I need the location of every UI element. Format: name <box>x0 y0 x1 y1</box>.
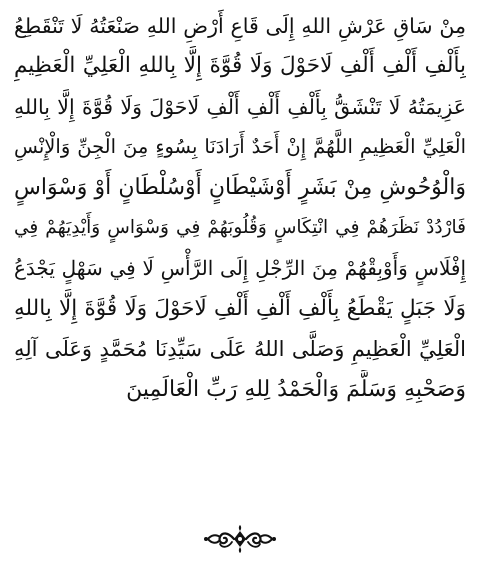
text-line-4: الْعَلِيِّ الْعَظِيمِ اللَّهُمَّ إِنْ أَحَدٌ أَرَادَنَا بِسُوءٍ مِنَ الْجِنِّ وَالْإِنْسِ <box>14 135 466 159</box>
text-line-10: وَصَحْبِهِ وَسَلَّمَ وَالْحَمْدُ لِلهِ رَبِّ الْعَالَمِينَ <box>126 376 466 402</box>
text-line-6: فَارْدُدْ نَظَرَهُمْ فِي انْتِكَاسٍ وَقُلُوبَهُمْ فِي وَسْوَاسٍ وَأَيْدِيَهُمْ فِي <box>14 216 466 238</box>
prayer-text <box>14 6 466 410</box>
text-line-1: مِنْ سَاقِ عَرْشِ اللهِ إِلَى قَاعِ أَرْضِ اللهِ صَنْعَتُهُ لَا تَنْقَطِعُ <box>14 14 466 38</box>
text-line-7: إِفْلَاسٍ وَأَوْبِقْهُمْ مِنَ الرِّجْلِ إِلَى الرَّأْسِ لَا فِي سَهْلٍ يَجْدَعُ <box>14 256 466 281</box>
text-line-3: عَزِيمَتُهُ لَا تَنْشَقُّ بِأَلْفِ أَلْفِ أَلْفِ لَاحَوْلَ وَلَا قُوَّةَ إِلَّا بِاللهِ <box>14 94 466 119</box>
text-line-8: وَلَا جَبَلٍ يَقْطَعُ بِأَلْفِ أَلْفِ أَلْفِ لَاحَوْلَ وَلَا قُوَّةَ إِلَّا بِاللهِ <box>14 295 466 321</box>
text-line-5: وَالْوُحُوشِ مِنْ بَشَرٍ أَوْشَيْطَانٍ أَوْسُلْطَانٍ أَوْ وَسْوَاسٍ <box>14 174 466 200</box>
floral-divider-ornament-icon <box>202 524 278 554</box>
text-line-9: الْعَلِيِّ الْعَظِيمِ وَصَلَّى اللهُ عَلَى سَيِّدِنَا مُحَمَّدٍ وَعَلَى آلِهِ <box>14 337 466 362</box>
text-line-2: بِأَلْفِ أَلْفِ أَلْفِ لَاحَوْلَ وَلَا قُوَّةَ إِلَّا بِاللهِ الْعَلِيِّ الْعَظِيمِ <box>14 53 466 79</box>
